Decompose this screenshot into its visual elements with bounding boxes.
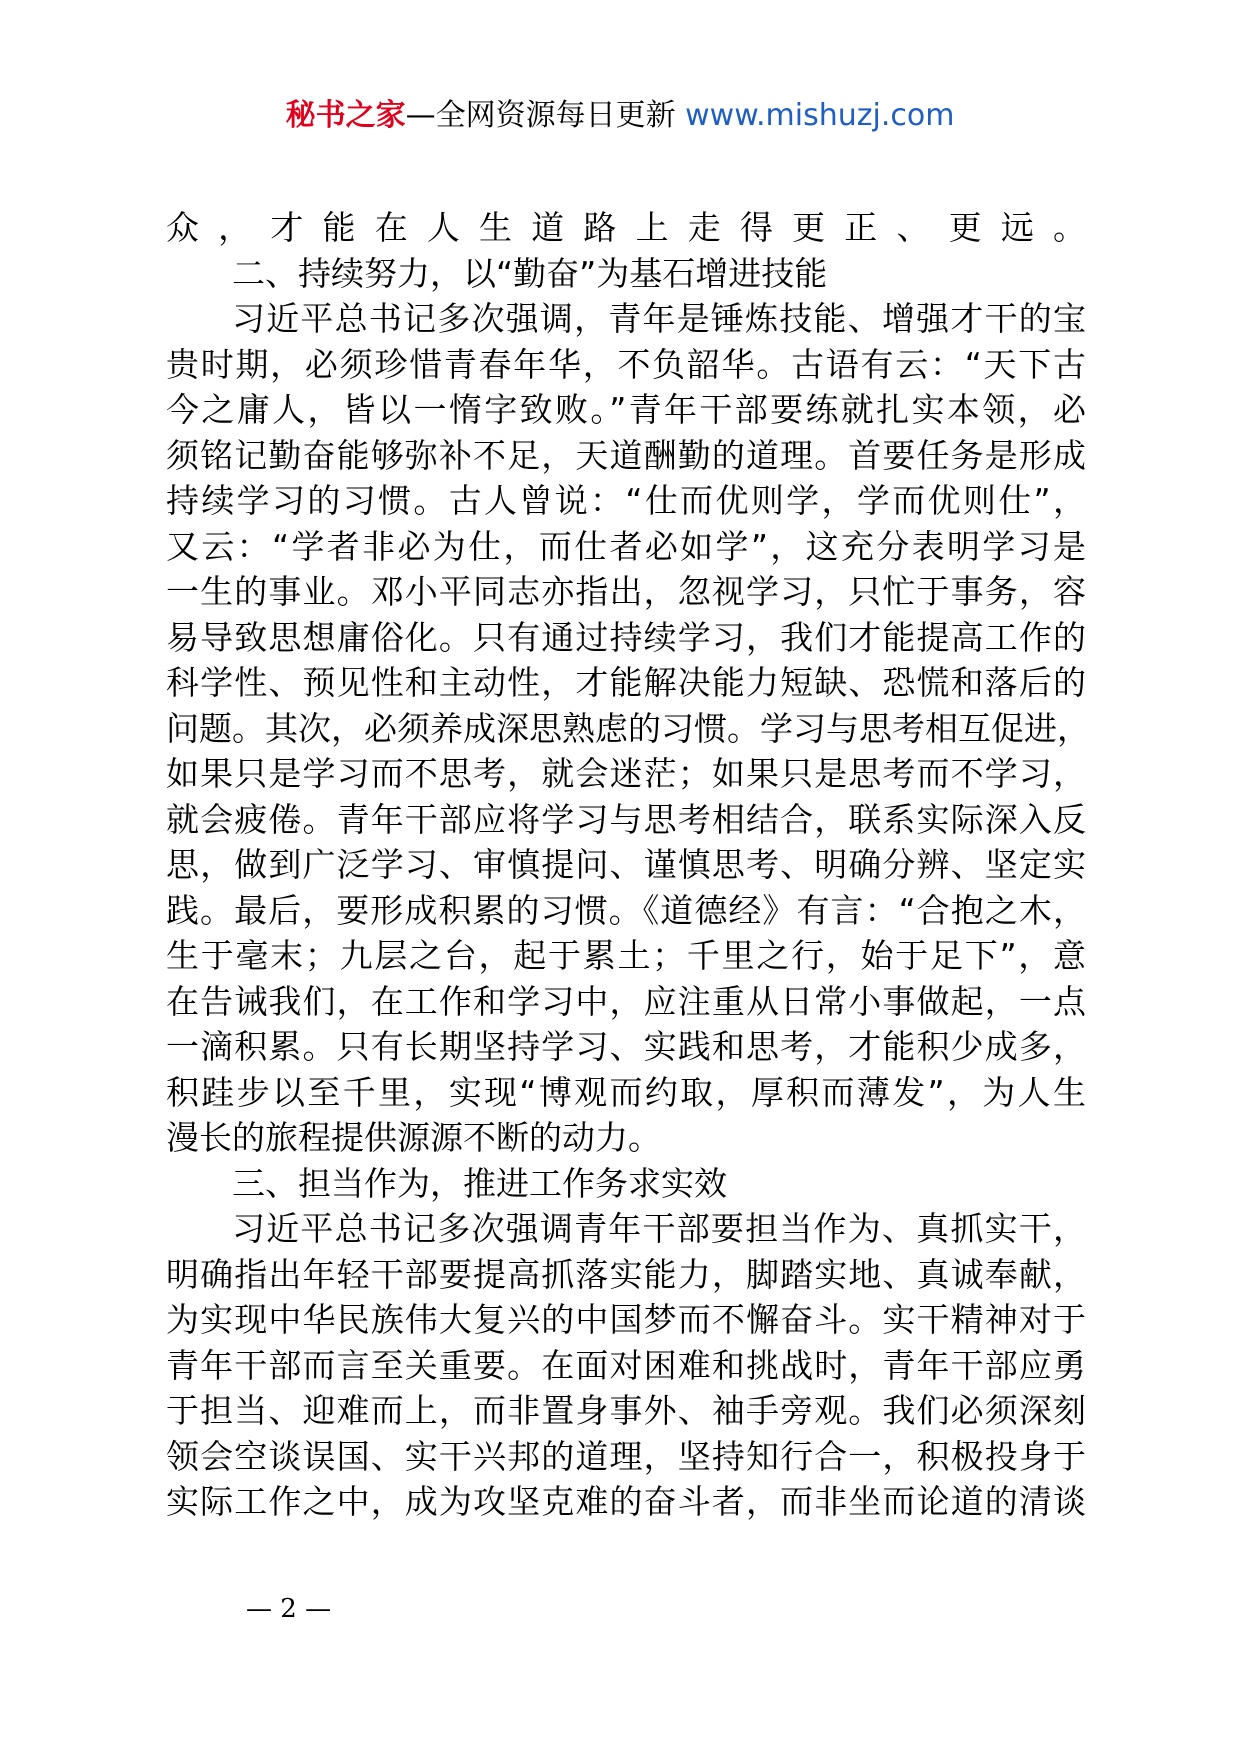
body-line: 易导致思想庸俗化。只有通过持续学习，我们才能提高工作的 (166, 617, 1086, 657)
body-line: 须铭记勤奋能够弥补不足，天道酬勤的道理。首要任务是形成 (166, 435, 1086, 475)
body-line: 如果只是学习而不思考，就会迷茫；如果只是思考而不学习， (166, 754, 1086, 793)
brand-name: 秘书之家 (285, 98, 406, 133)
body-line: 贵时期，必须珍惜青春年华，不负韶华。古语有云：“天下古 (166, 344, 1086, 384)
body-line: 科学性、预见性和主动性，才能解决能力短缺、恐慌和落后的 (166, 663, 1086, 702)
body-line: 一滴积累。只有长期坚持学习、实践和思考，才能积少成多， (166, 1027, 1086, 1066)
page-number: — 2 — (246, 1594, 332, 1624)
page-header (0, 96, 1240, 136)
body-line: 就会疲倦。青年干部应将学习与思考相结合，联系实际深入反 (166, 799, 1086, 839)
body-line: 又云：“学者非必为仕，而仕者必如学”，这充分表明学习是 (166, 526, 1086, 566)
body-line: 今之庸人，皆以一惰字致败。”青年干部要练就扎实本领，必 (166, 390, 1086, 429)
body-line: 明确指出年轻干部要提高抓落实能力，脚踏实地、真诚奉献， (166, 1254, 1086, 1294)
body-line: 领会空谈误国、实干兴邦的道理，坚持知行合一，积极投身于 (166, 1436, 1086, 1476)
body-line: 实际工作之中，成为攻坚克难的奋斗者，而非坐而论道的清谈 (166, 1482, 1086, 1521)
section-heading-3: 三、担当作为，推进工作务求实效 (232, 1163, 727, 1203)
header-tagline: —全网资源每日更新 (405, 98, 686, 133)
body-line: 持续学习的习惯。古人曾说：“仕而优则学，学而优则仕”， (166, 481, 1086, 520)
body-line: 青年干部而言至关重要。在面对困难和挑战时，青年干部应勇 (166, 1345, 1086, 1385)
body-line: 践。最后，要形成积累的习惯。《道德经》有言：“合抱之木， (166, 890, 1086, 930)
body-line: 众，才能在人生道路上走得更正、更远。 (166, 208, 1086, 247)
site-url-link[interactable]: www.mishuzj.com (685, 98, 955, 133)
body-line: 习近平总书记多次强调，青年是锤炼技能、增强才干的宝 (232, 299, 1086, 338)
body-line: 问题。其次，必须养成深思熟虑的习惯。学习与思考相互促进， (166, 708, 1090, 748)
section-heading-2: 二、持续努力，以“勤奋”为基石增进技能 (232, 253, 828, 293)
body-line: 为实现中华民族伟大复兴的中国梦而不懈奋斗。实干精神对于 (166, 1300, 1086, 1339)
body-line: 在告诫我们，在工作和学习中，应注重从日常小事做起，一点 (166, 981, 1086, 1021)
body-line: 于担当、迎难而上，而非置身事外、袖手旁观。我们必须深刻 (166, 1391, 1086, 1430)
body-line: 漫长的旅程提供源源不断的动力。 (166, 1118, 661, 1157)
body-line: 生于毫末；九层之台，起于累土；千里之行，始于足下”，意 (166, 936, 1086, 975)
document-body (166, 205, 1090, 1525)
body-line: 一生的事业。邓小平同志亦指出，忽视学习，只忙于事务，容 (166, 572, 1086, 611)
body-line: 思，做到广泛学习、审慎提问、谨慎思考、明确分辨、坚定实 (166, 845, 1086, 884)
body-line: 积跬步以至千里，实现“博观而约取，厚积而薄发”，为人生 (166, 1072, 1086, 1112)
body-line: 习近平总书记多次强调青年干部要担当作为、真抓实干， (232, 1209, 1086, 1248)
